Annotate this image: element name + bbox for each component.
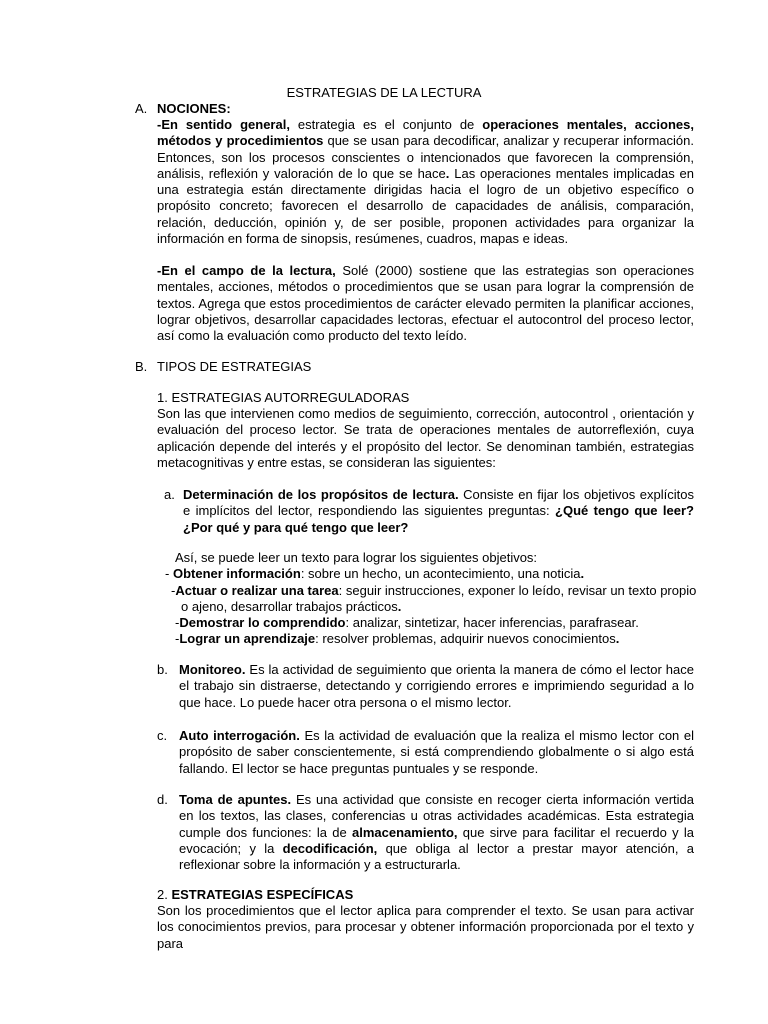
list-item-b [157, 662, 694, 711]
paragraph-text: Las operaciones mentales implicadas en una estrategia están directamente dirigidas hacia el logro de un objetivo específico o propósito concreto; favorecen el desarrollo de capacidades de análisis, comparación, relación, deducción, opinión y, de ser posible, proponen actividades para organizar la información en forma de sinopsis, resúmenes, cuadros, mapas e ideas. [157, 165, 694, 247]
item-questions: ¿Qué tengo que leer? ¿Por qué y para qué tengo que leer? [183, 503, 695, 535]
objective-text: : analizar, sintetizar, hacer inferencias, parafrasear. [345, 615, 639, 631]
section-b-title: TIPOS DE ESTRATEGIAS [157, 359, 312, 374]
bold-dot: . [445, 165, 450, 181]
list-item-a [157, 487, 694, 536]
objective-text: : resolver problemas, adquirir nuevos conocimientos [315, 631, 616, 647]
bold-phrase: decodificación, [282, 840, 378, 856]
paragraph-reading-field [157, 263, 694, 344]
objective-lead: Actuar o realizar una tarea [175, 582, 339, 598]
section-a-title: NOCIONES: [157, 101, 231, 116]
subsection-number: 2. [157, 887, 172, 902]
paragraph-lead: -En el campo de la lectura, [157, 263, 336, 278]
item-lead: Toma de apuntes. [179, 792, 292, 807]
objective-2-continued [165, 599, 705, 615]
subsection-2-heading [157, 887, 353, 903]
objective-lead: Lograr un aprendizaje [179, 631, 316, 647]
item-text: Es la actividad de evaluación que la realiza el mismo lector con el propósito de saber conscientemente, si está comprendiendo globalmente o si algo está fallando. El lector se hace preguntas puntuales y se responde. [179, 728, 694, 776]
bold-dot: . [580, 566, 585, 582]
paragraph-text: estrategia es el conjunto de [289, 117, 483, 132]
paragraph-lead: -En sentido general, [157, 117, 290, 132]
list-item-c [157, 728, 694, 777]
bold-phrase: almacenamiento, [352, 824, 458, 840]
subsection-1-intro [157, 406, 694, 471]
list-marker: b. [157, 662, 168, 677]
objective-text: : sobre un hecho, un acontecimiento, una noticia [300, 566, 581, 582]
objectives-intro: Así, se puede leer un texto para lograr los siguientes objetivos: [175, 550, 538, 565]
item-text: que obliga al lector a prestar mayor atención, a reflexionar sobre la información y a estructurarla. [179, 840, 694, 873]
item-text: Es la actividad de seguimiento que orienta la manera de cómo el lector hace el trabajo sin distraerse, detectando y corrigiendo errores e imprimiendo seguridad a lo que hace. Lo puede hacer otra persona o el mismo lector. [179, 662, 694, 710]
paragraph-text: Solé (2000) sostiene que las estrategias son operaciones mentales, acciones, métodos o procedimientos que se usan para lograr la comprensión de textos. Agrega que estos procedimientos de carácter elevado permiten la planificar acciones, lograr objetivos, desarrollar capacidades lectoras, efectuar el autocontrol del proceso lector, así como la evaluación como producto del texto leído. [157, 263, 694, 344]
objective-text: : seguir instrucciones, exponer lo leído, revisar un texto propio [338, 582, 697, 598]
item-lead: Auto interrogación. [179, 728, 300, 743]
document-title: ESTRATEGIAS DE LA LECTURA [286, 85, 482, 100]
objective-2 [165, 583, 705, 599]
list-item-d [157, 792, 694, 873]
objective-lead: Obtener información [172, 566, 301, 582]
subsection-1-heading: 1. ESTRATEGIAS AUTORREGULADORAS [157, 390, 410, 405]
paragraph-general-sense [157, 117, 694, 247]
item-lead: Determinación de los propósitos de lectura. [183, 487, 459, 502]
subsection-title: ESTRATEGIAS ESPECÍFICAS [171, 887, 354, 902]
section-b-heading [135, 359, 311, 375]
bold-dot: . [397, 598, 402, 614]
item-text: que sirve para facilitar el recuerdo y la evocación; y la [179, 824, 694, 856]
objective-dash: - [165, 566, 173, 582]
list-marker: c. [157, 728, 168, 743]
list-marker: a. [164, 487, 175, 502]
list-marker: d. [157, 792, 168, 807]
objective-3 [165, 615, 705, 631]
objective-4 [165, 631, 705, 647]
bold-dot: . [615, 631, 620, 647]
paragraph-text: Son los procedimientos que el lector aplica para comprender el texto. Se usan para activar los conocimientos previos, para procesar y obtener información proporcionada por el texto y para [157, 903, 694, 951]
item-lead: Monitoreo. [179, 662, 246, 677]
objective-text: o ajeno, desarrollar trabajos prácticos [181, 598, 398, 614]
objectives-list [165, 550, 705, 648]
section-a-label: A. [135, 101, 148, 116]
paragraph-text: Son las que intervienen como medios de seguimiento, corrección, autocontrol , orientación y evaluación del proceso lector. Se trata de operaciones mentales de autorreflexión, cuya aplicación depende del interés y el propósito del lector. Se denominan también, estrategias metacognitivas y entre estas, se consideran las siguientes: [157, 406, 694, 470]
objective-lead: Demostrar lo comprendido [179, 615, 346, 631]
paragraph-text: que se usan para decodificar, analizar y recuperar información. Entonces, son los procesos conscientes o intencionados que favorecen la comprensión, análisis, reflexión y valoración de lo que se hace [157, 133, 694, 181]
section-a-heading [135, 101, 231, 117]
bold-phrase: operaciones mentales, acciones, métodos y procedimientos [157, 117, 694, 149]
item-text: Es una actividad que consiste en recoger cierta información vertida en los textos, las clases, conferencias u otras actividades académicas. Esta estrategia cumple dos funciones: la de [179, 792, 694, 840]
objective-dash: - [175, 615, 180, 631]
objective-dash: - [175, 631, 180, 647]
section-b-label: B. [135, 359, 148, 374]
subsection-2-intro [157, 903, 694, 952]
objective-dash: - [171, 582, 176, 598]
objective-1 [165, 566, 705, 582]
item-text: Consiste en fijar los objetivos explícitos e implícitos del lector, respondiendo las siguientes preguntas: [183, 487, 694, 519]
